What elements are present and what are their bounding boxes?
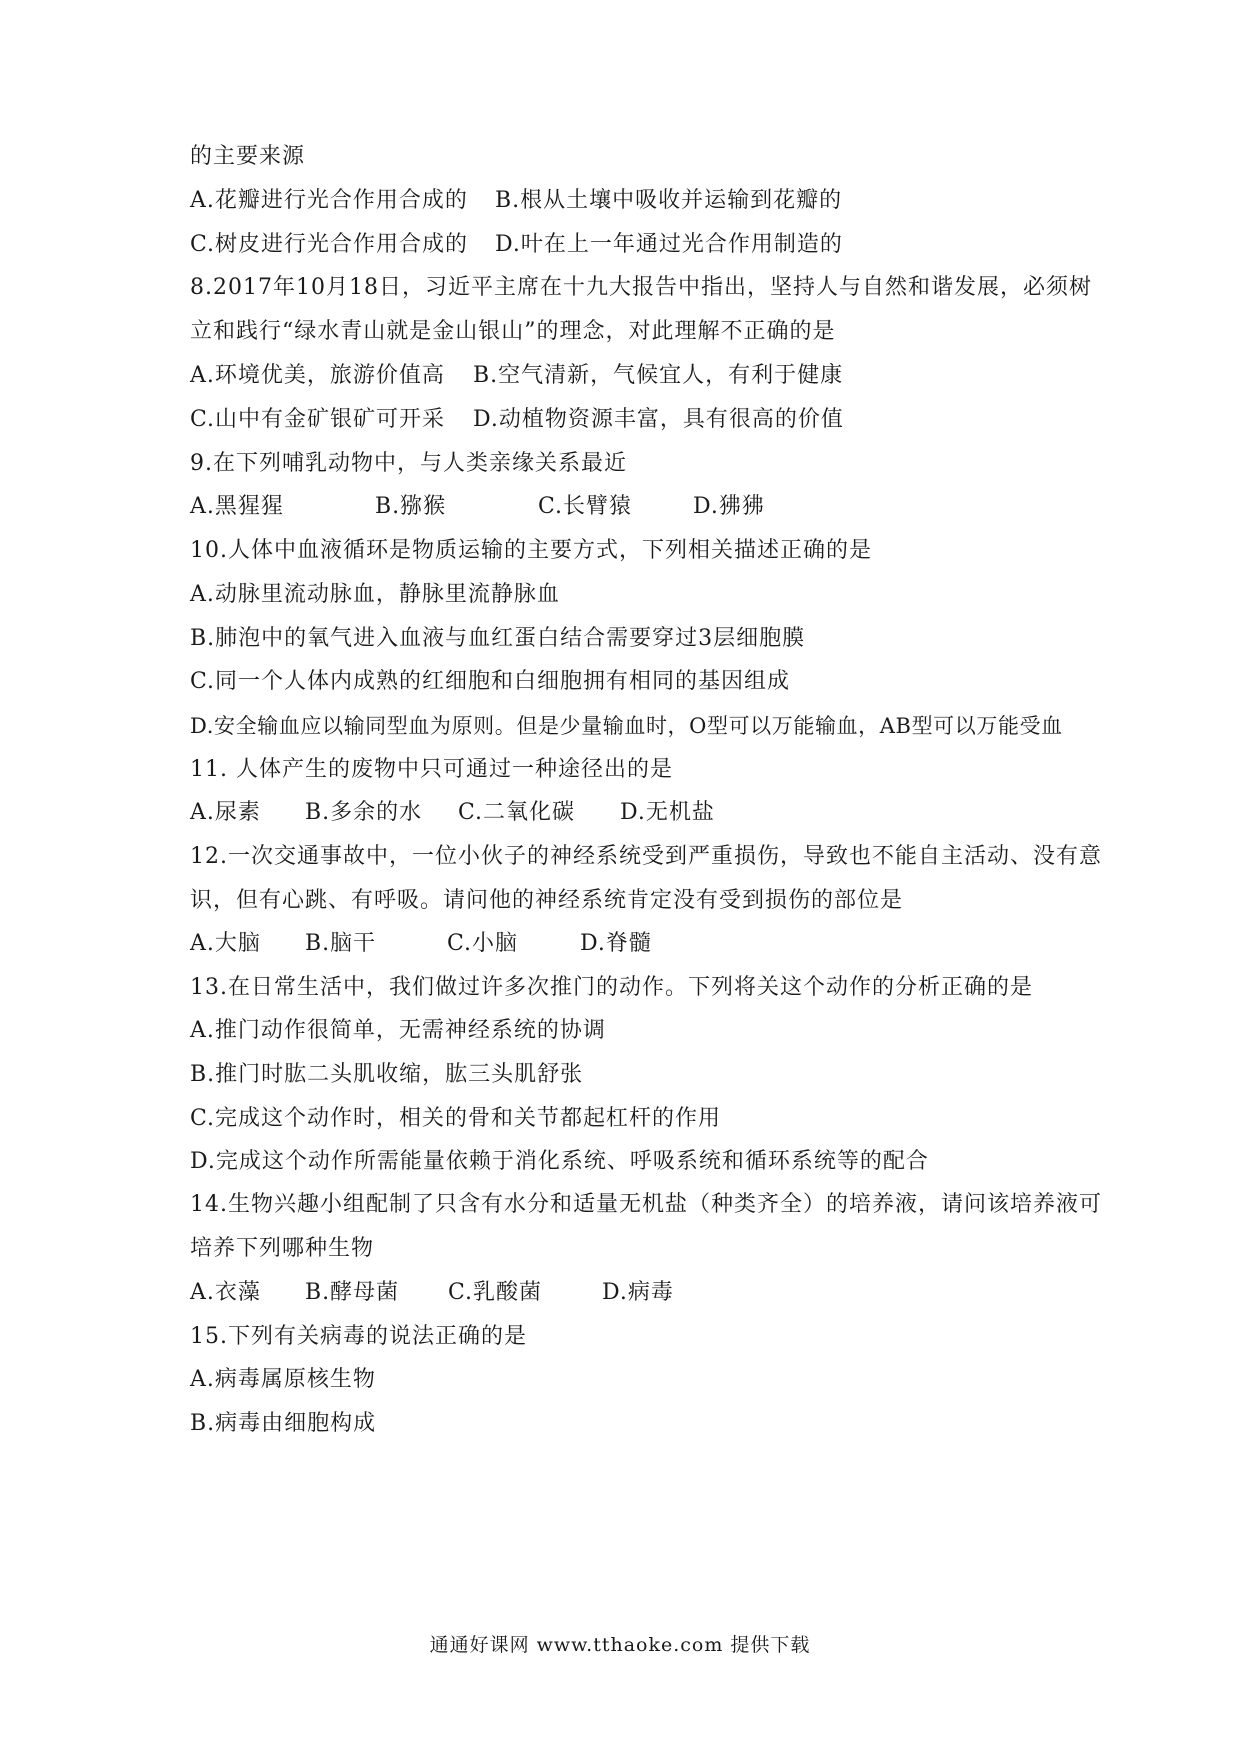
q9-stem: 9.在下列哺乳动物中，与人类亲缘关系最近 [190, 451, 627, 476]
q14-stem-line2: 培养下列哪种生物 [190, 1236, 375, 1261]
q11-stem: 11. 人体产生的废物中只可通过一种途径出的是 [190, 757, 673, 782]
q12-option-d: D.脊髓 [580, 931, 652, 956]
q7-option-a: A.花瓣进行光合作用合成的 [190, 188, 468, 213]
q7-option-c: C.树皮进行光合作用合成的 [190, 232, 469, 257]
q8-option-a: A.环境优美，旅游价值高 [190, 363, 445, 388]
q15-stem: 15.下列有关病毒的说法正确的是 [190, 1324, 527, 1349]
q10-option-a: A.动脉里流动脉血，静脉里流静脉血 [190, 582, 560, 607]
q8-option-c: C.山中有金矿银矿可开采 [190, 407, 446, 432]
q15-option-a: A.病毒属原核生物 [190, 1367, 376, 1392]
q8-option-b: B.空气清新，气候宜人，有利于健康 [473, 363, 844, 388]
q9-option-b: B.猕猴 [375, 494, 447, 519]
q11-option-b: B.多余的水 [305, 800, 423, 825]
q7-option-b: B.根从土壤中吸收并运输到花瓣的 [495, 188, 843, 213]
q12-stem-line2: 识，但有心跳、有呼吸。请问他的神经系统肯定没有受到损伤的部位是 [190, 888, 904, 913]
q10-option-c: C.同一个人体内成熟的红细胞和白细胞拥有相同的基因组成 [190, 669, 791, 694]
q9-option-d: D.狒狒 [693, 494, 765, 519]
q8-stem-line2: 立和践行“绿水青山就是金山银山”的理念，对此理解不正确的是 [190, 319, 836, 344]
q7-tail: 的主要来源 [190, 144, 306, 169]
q12-option-b: B.脑干 [305, 931, 377, 956]
q11-option-a: A.尿素 [190, 800, 261, 825]
page-footer: 通通好课网 www.tthaoke.com 提供下载 [429, 1634, 811, 1656]
q14-option-a: A.衣藻 [190, 1280, 261, 1305]
q11-option-c: C.二氧化碳 [458, 800, 576, 825]
q12-option-a: A.大脑 [190, 931, 261, 956]
q11-option-d: D.无机盐 [620, 800, 715, 825]
q10-stem: 10.人体中血液循环是物质运输的主要方式，下列相关描述正确的是 [190, 538, 872, 563]
q13-option-b: B.推门时肱二头肌收缩，肱三头肌舒张 [190, 1062, 584, 1087]
q14-option-c: C.乳酸菌 [448, 1280, 543, 1305]
q13-stem: 13.在日常生活中，我们做过许多次推门的动作。下列将关这个动作的分析正确的是 [190, 975, 1033, 1000]
q12-option-c: C.小脑 [447, 931, 519, 956]
q14-stem-line1: 14.生物兴趣小组配制了只含有水分和适量无机盐（种类齐全）的培养液，请问该培养液可 [190, 1192, 1102, 1217]
q13-option-d: D.完成这个动作所需能量依赖于消化系统、呼吸系统和循环系统等的配合 [190, 1149, 929, 1174]
q9-option-c: C.长臂猿 [538, 494, 633, 519]
q7-option-d: D.叶在上一年通过光合作用制造的 [495, 232, 843, 257]
q9-option-a: A.黑猩猩 [190, 494, 284, 519]
q14-option-d: D.病毒 [602, 1280, 674, 1305]
q10-option-b: B.肺泡中的氧气进入血液与血红蛋白结合需要穿过3层细胞膜 [190, 626, 806, 651]
q8-stem-line1: 8.2017年10月18日，习近平主席在十九大报告中指出，坚持人与自然和谐发展，必须树 [190, 275, 1092, 300]
q10-option-d: D.安全输血应以输同型血为原则。但是少量输血时，O型可以万能输血，AB型可以万能受血 [190, 714, 1063, 738]
q13-option-a: A.推门动作很简单，无需神经系统的协调 [190, 1018, 606, 1043]
q13-option-c: C.完成这个动作时，相关的骨和关节都起杠杆的作用 [190, 1106, 722, 1131]
q12-stem-line1: 12.一次交通事故中，一位小伙子的神经系统受到严重损伤，导致也不能自主活动、没有意 [190, 844, 1102, 869]
q15-option-b: B.病毒由细胞构成 [190, 1411, 377, 1436]
q14-option-b: B.酵母菌 [305, 1280, 400, 1305]
q8-option-d: D.动植物资源丰富，具有很高的价值 [473, 407, 844, 432]
